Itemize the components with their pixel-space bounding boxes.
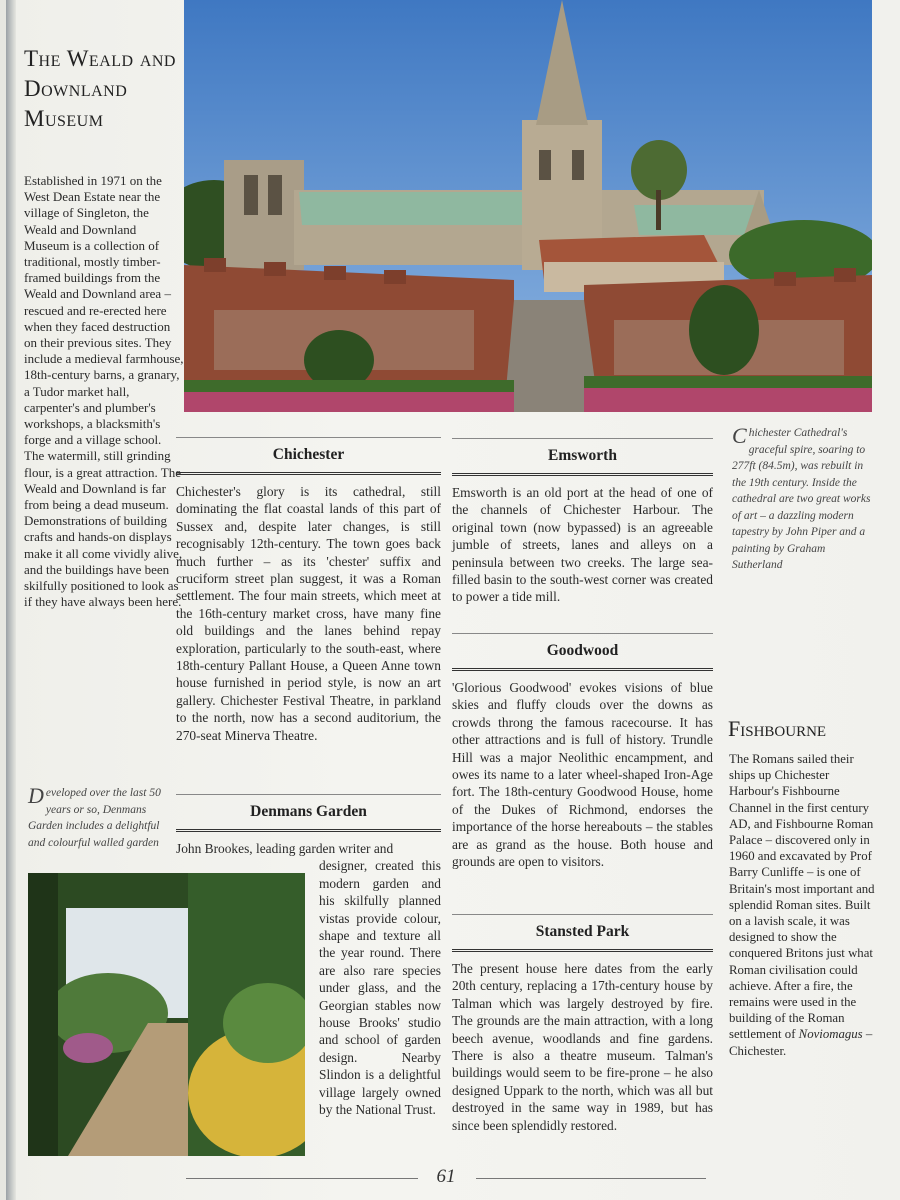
caption-text: eveloped over the last 50 years or so, Denmans Garden includes a delightful and colourful walled garden xyxy=(28,787,161,849)
section-body: Emsworth is an old port at the head of one of the channels of Chichester Harbour. The original town (now bypassed) is an agreeable jumble of streets, lanes and alleys on a peninsula between two creeks. The large sea-filled basin to the south-west corner was created to power a tide mill. xyxy=(452,485,713,605)
fishbourne-text-3: – Chichester. xyxy=(729,1027,873,1058)
footer-rule-left xyxy=(186,1178,418,1179)
era-abbreviation: AD xyxy=(729,816,748,831)
section-heading: Emsworth xyxy=(452,438,713,476)
section-body-wide: John Brookes, leading garden writer and xyxy=(176,841,394,856)
fishbourne-text-2: , and Fishbourne Roman Palace – discovered only in 1960 and excavated by Prof Barry Cunliffe – is one of Britain's most important and splendid Roman sites. Built on a lavish scale, it was designed to show the conquered Britons just what Roman civilisation could achieve. After a fire, the remains were used in the building of the Roman settlement of xyxy=(729,816,875,1042)
footer-rule-right xyxy=(476,1178,706,1179)
section-heading: Stansted Park xyxy=(452,914,713,952)
fishbourne-text-1: The Romans sailed their ships up Chichester Harbour's Fishbourne Channel in the first century xyxy=(729,752,870,815)
section-chichester xyxy=(176,437,441,744)
caption-text: hichester Cathedral's graceful spire, soaring to 277ft (84.5m), was rebuilt in the 19th century. Inside the cathedral are two great works of art – a dazzling modern tapestry by John Piper and a painting by Graham Sutherland xyxy=(732,427,871,571)
sidebar-body: Established in 1971 on the West Dean Estate near the village of Singleton, the Weald and Downland Museum is a collection of traditional, mostly timber-framed buildings from the Weald and Downland area – rescued and re-erected here when they faced destruction on their previous sites. They include a medieval farmhouse, 18th-century barns, a granary, a Tudor market hall, carpenter's and plumber's workshops, a blacksmith's forge and a village school. The watermill, still grinding flour, is a great attraction. The Weald and Downland is far from being a dead museum. Demonstrations of building crafts and hands-on displays make it all come vividly alive, and the buildings have been skilfully positioned to look as if they have always been here. xyxy=(24,173,184,610)
page-number: 61 xyxy=(436,1166,456,1187)
book-page xyxy=(6,0,900,1200)
section-body: Chichester's glory is its cathedral, still dominating the flat coastal lands of this part of Sussex and, despite later changes, is still recognisably 12th-century. The town goes back much further – as its 'chester' suffix and cruciform street plan suggest, it was a Roman settlement. The four main streets, which meet at the 16th-century market cross, have many fine old buildings and the lanes behind repay exploration, particularly to the south-east, where 18th-century Pallant House, a Queen Anne town house furnished in period style, is now an art gallery. Chichester Festival Theatre, in parkland to the north, now has a second auditorium, the 270-seat Minerva Theatre. xyxy=(176,484,441,743)
caption-drop-cap: C xyxy=(732,423,747,448)
section-heading: Goodwood xyxy=(452,633,713,671)
sidebar-title: The Weald and Downland Museum xyxy=(24,46,176,131)
section-heading: Chichester xyxy=(176,437,441,475)
book-spine xyxy=(6,0,16,1200)
section-heading: Denmans Garden xyxy=(176,794,441,832)
cathedral-illustration xyxy=(184,0,872,412)
garden-illustration xyxy=(28,873,305,1156)
fishbourne-body xyxy=(729,751,879,1059)
fishbourne-title: Fishbourne xyxy=(728,716,827,741)
garden-photo xyxy=(28,873,305,1156)
section-body: The present house here dates from the early 20th century, replacing a 17th-century house by Talman which was largely destroyed by fire. The grounds are the main attraction, with a long beech avenue, woodlands and fine gardens. There is also a theatre museum. Talman's buildings would seem to be fire-prone – he also designed Uppark to the north, which was all but destroyed in the same way in 1989, but has since been splendidly restored. xyxy=(452,961,713,1133)
roman-name: Noviomagus xyxy=(798,1027,863,1042)
cathedral-photo xyxy=(184,0,872,412)
caption-drop-cap: D xyxy=(28,783,44,808)
cathedral-caption xyxy=(732,425,872,574)
section-stansted-park xyxy=(452,914,713,1134)
section-body-narrow: designer, created this modern garden and his skilfully planned vistas provide colour, shape and texture all the year round. There are also rare species under glass, and the Georgian stables now house Brooks' studio and school of garden design. Nearby Slindon is a delightful village largely owned by the National Trust. xyxy=(319,858,441,1118)
page-footer xyxy=(186,1162,706,1192)
garden-caption xyxy=(28,785,178,851)
section-body: 'Glorious Goodwood' evokes visions of blue skies and fluffy clouds over the downs as crowds throng the famous racecourse. It has other attractions and is full of history. Trundle Hill was a major Neolithic encampment, and owes its name to a later wheel-shaped Iron-Age fort. The 18th-century Goodwood House, home of the Dukes of Richmond, endorses the importance of the horse hereabouts – the stables are as grand as the house. Both house and grounds are open to visitors. xyxy=(452,680,713,870)
section-emsworth xyxy=(452,438,713,606)
section-goodwood xyxy=(452,633,713,870)
